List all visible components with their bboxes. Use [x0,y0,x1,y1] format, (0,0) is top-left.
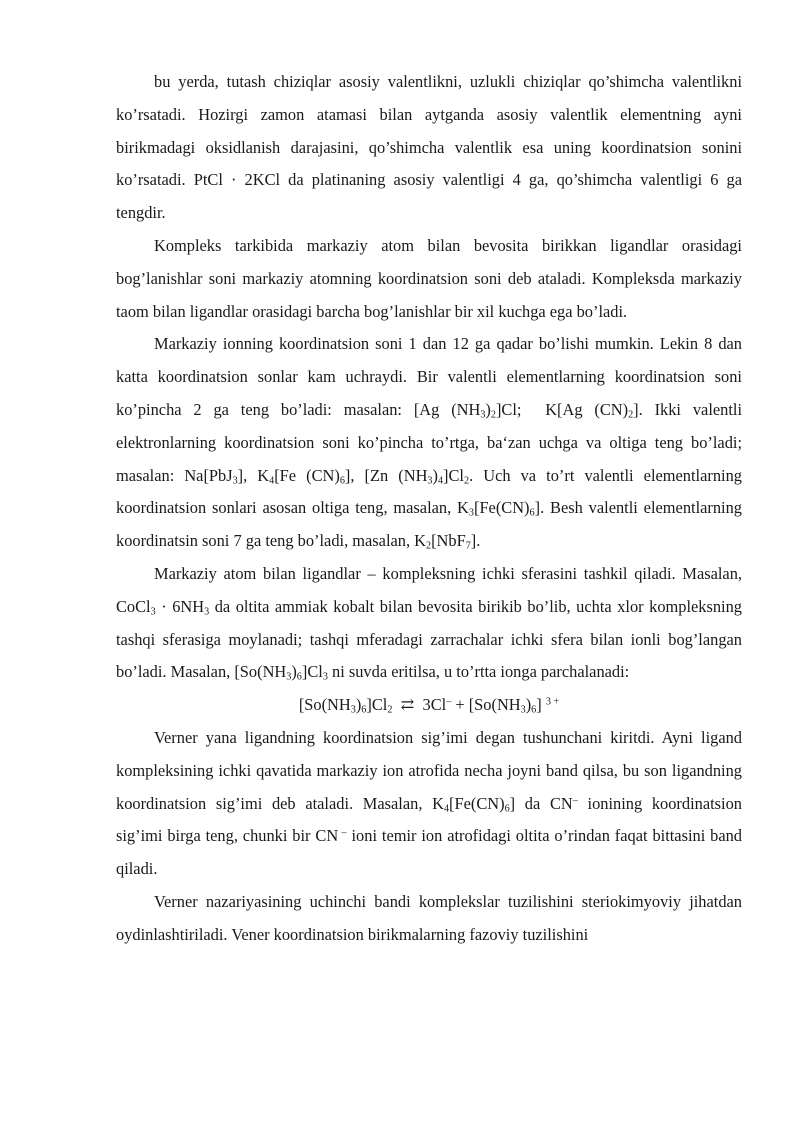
paragraph-4: Markaziy atom bilan ligandlar – kompleksning ichki sferasini tashkil qiladi. Masalan, CoCl$_3$ · $6NH_3$ da oltita ammiak kobalt bilan bevosita birikib bo’lib, uchta xlor kompleksning tashqi sferasiga moylanadi; tashqi mferadagi zarrachalar ichki sfera bilan ionli bog’langan bo’ladi. Masalan, $[So(NH_3)_6]Cl_3$ ni suvda eritilsa, u to’rtta ionga parchalanadi: [116,563,742,683]
paragraph-2: Kompleks tarkibida markaziy atom bilan bevosita birikkan ligandlar orasidagi bog’lanishlar soni markaziy atomning koordinatsion soni deb ataladi. Kompleksda markaziy taom bilan ligandlar orasidagi barcha bog’lanishlar bir xil kuchga ega bo’ladi. [116,235,742,321]
paragraph-3: Markaziy ionning koordinatsion soni 1 dan 12 ga qadar bo’lishi mumkin. Lekin 8 dan katta koordinatsion sonlar kam uchraydi. Bir valentli elementlarning koordinatsion soni ko’pincha 2 ga teng bo’ladi: masalan: [Ag $(NH_3)_2]Cl$; K[Ag $(CN)_2$]. Ikki valentli elektronlarning koordinatsion soni ko’pincha to’rtga, ba‘zan uchga va oltiga teng bo’ladi; masalan: Na[PbJ$_3$], $K_4[Fe$ $(CN)_6$], [Zn $(NH_3)_4]Cl_2$. Uch va to’rt valentli elementlarning koordinatsion sonlari asosan oltiga teng, masalan, $K_3[Fe(CN)_6]$. Besh valentli elementlarning koordinatsin soni 7 ga teng bo’ladi, masalan, $K_2[NbF_7]$. [116,334,742,552]
dissociation-equation: $[So(NH_3)_6]Cl_2$ ⇄ $3Cl^- + [So(NH_3)_6]$ $^{3 +}$ [298,695,560,716]
paragraph-6: Verner nazariyasining uchinchi bandi komplekslar tuzilishini steriokimyoviy jihatdan oydinlashtiriladi. Vener koordinatsion birikmalarning fazoviy tuzilishini [116,891,742,944]
paragraph-5: Verner yana ligandning koordinatsion sig’imi degan tushunchani kiritdi. Ayni ligand kompleksining ichki qavatida markaziy ion atrofida necha joyni band qilsa, bu son ligandning koordinatsion sig’imi deb ataladi. Masalan, $K_4[Fe(CN)_6]$ da CN– ionining koordinatsion sig’imi birga teng, chunki bir CN – ioni temir ion atrofidagi oltita o’rindan faqat bittasini band qiladi. [116,727,743,879]
paragraph-1: bu yerda, tutash chiziqlar asosiy valentlikni, uzlukli chiziqlar qo’shimcha valentlikni ko’rsatadi. Hozirgi zamon atamasi bilan aytganda asosiy valentlik elementning ayni birikmadagi oksidlanish darajasini, qo’shimcha valentlik esa uning koordinatsion sonini ko’rsatadi. PtCl · 2KCl da platinaning asosiy valentligi 4 ga, qo’shimcha valentligi 6 ga tengdir. [116,72,742,223]
document-page [116,66,742,952]
